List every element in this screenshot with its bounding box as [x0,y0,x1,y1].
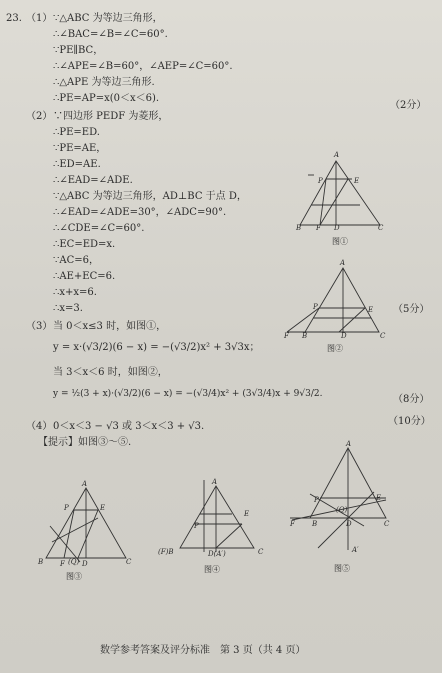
figure-5-label-p: P [314,496,319,504]
figure-5-label-b: B [312,520,318,528]
part3-equation-2: y = ½(3 + x)·(√3/2)(6 − x) = −(√3/4)x² + (3√3/4)x + 9√3/2. [53,389,323,399]
part3-score: （8分） [393,394,430,405]
figure-3-label-f: F [60,560,65,568]
part3-equation-1: y = x·(√3/2)(6 − x) = −(√3/2)x² + 3√3x； [53,342,260,353]
part2-line-11: ∴AE+EC=6. [53,271,116,282]
part3-line-2: 当 3＜x＜6 时，如图②， [53,367,168,378]
figure-4-label-d: D(A′) [208,550,226,558]
figure-4-label-e: E [244,510,250,518]
figure-5-label-a-prime: A′ [352,546,359,554]
figure-3-label-p: P [64,504,69,512]
part2-line-12: ∴x+x=6. [53,287,97,298]
part4-hint: 【提示】如图③～⑤. [38,437,132,448]
figure-4-diagram [170,478,265,558]
figure-5-label-d: D [346,520,352,528]
part2-line-4: ∴ED=AE. [53,159,101,170]
figure-5-label-q: (Q) [336,506,348,514]
part2-line-7: ∴∠EAD=∠ADE=30°，∠ADC=90°. [53,207,227,218]
figure-3-label-a: A [82,480,88,488]
figure-2-label-c: C [380,332,386,340]
part2-line-8: ∴∠CDE=∠C=60°. [53,223,145,234]
figure-4-label-c: C [258,548,264,556]
figure-2-label-e: E [368,306,374,314]
figure-2-caption: 图② [327,344,343,353]
figure-1-diagram [292,155,392,235]
part2-line-6: ∵△ABC 为等边三角形，AD⊥BC 于点 D， [53,191,247,202]
part2-line-10: ∵AC=6， [53,255,99,266]
page-footer: 数学参考答案及评分标准 第 3 页（共 4 页） [100,645,306,656]
figure-1-label-e: E [354,177,360,185]
part2-line-1: ∵四边形 PEDF 为菱形， [53,111,169,122]
figure-1-label-f: F [316,224,321,232]
part4-label: （4） [26,421,53,432]
figure-1-caption: 图① [332,237,348,246]
figure-5-label-f: F [290,520,295,528]
part1-line-6: ∴PE=AP=x(0＜x＜6). [53,93,160,104]
part2-line-9: ∴EC=ED=x. [53,239,116,250]
part2-score: （5分） [393,304,430,315]
part2-label: （2） [26,111,53,122]
figure-3-caption: 图③ [66,572,82,581]
figure-3-diagram [38,482,133,568]
figure-1-label-c: C [378,224,384,232]
figure-5-caption: 图⑤ [334,564,350,573]
figure-4-label-fb: (F)B [158,548,174,556]
figure-3-label-c: C [126,558,132,566]
figure-2-label-a: A [340,259,346,267]
figure-2-label-f: F [284,332,289,340]
part1-line-4: ∴∠APE=∠B=60°，∠AEP=∠C=60°. [53,61,233,72]
figure-3-label-d: D [82,560,88,568]
part2-line-13: ∴x=3. [53,303,83,314]
figure-2-label-p: P [313,303,318,311]
part3-line-1: 当 0＜x≤3 时，如图①， [53,321,167,332]
problem-number: 23. [6,13,22,24]
part1-line-1: ∵△ABC 为等边三角形， [53,13,163,24]
figure-3-label-q: (Q) [68,558,80,566]
figure-2-label-b: B [302,332,308,340]
part1-line-2: ∴∠BAC=∠B=∠C=60°. [53,29,168,40]
part4-line-1: 0＜x＜3 − √3 或 3＜x＜3 + √3. [53,421,205,432]
part4-score: （10分） [388,416,431,427]
figure-5-diagram [290,440,390,552]
part2-line-3: ∵PE=AE， [53,143,107,154]
figure-5-label-c: C [384,520,390,528]
figure-2-diagram [283,262,393,342]
figure-3-label-e: E [100,504,106,512]
figure-4-caption: 图④ [204,565,220,574]
figure-1-label-d: D [334,224,340,232]
part1-score: （2分） [390,100,427,111]
part1-label: （1） [26,13,53,24]
part1-line-5: ∴△APE 为等边三角形. [53,77,155,88]
figure-1-label-a: A [334,151,340,159]
figure-5-label-e: E [376,494,382,502]
part3-label: （3） [26,321,53,332]
figure-2-label-d: D [341,332,347,340]
figure-4-label-p: P [194,522,199,530]
figure-5-label-a: A [346,440,352,448]
part1-line-3: ∵PE∥BC， [53,45,104,56]
figure-4-label-a: A [212,478,218,486]
part2-line-5: ∴∠EAD=∠ADE. [53,175,133,186]
figure-3-label-b: B [38,558,44,566]
figure-1-label-p: P [318,177,323,185]
part2-line-2: ∴PE=ED. [53,127,100,138]
figure-1-label-b: B [296,224,302,232]
